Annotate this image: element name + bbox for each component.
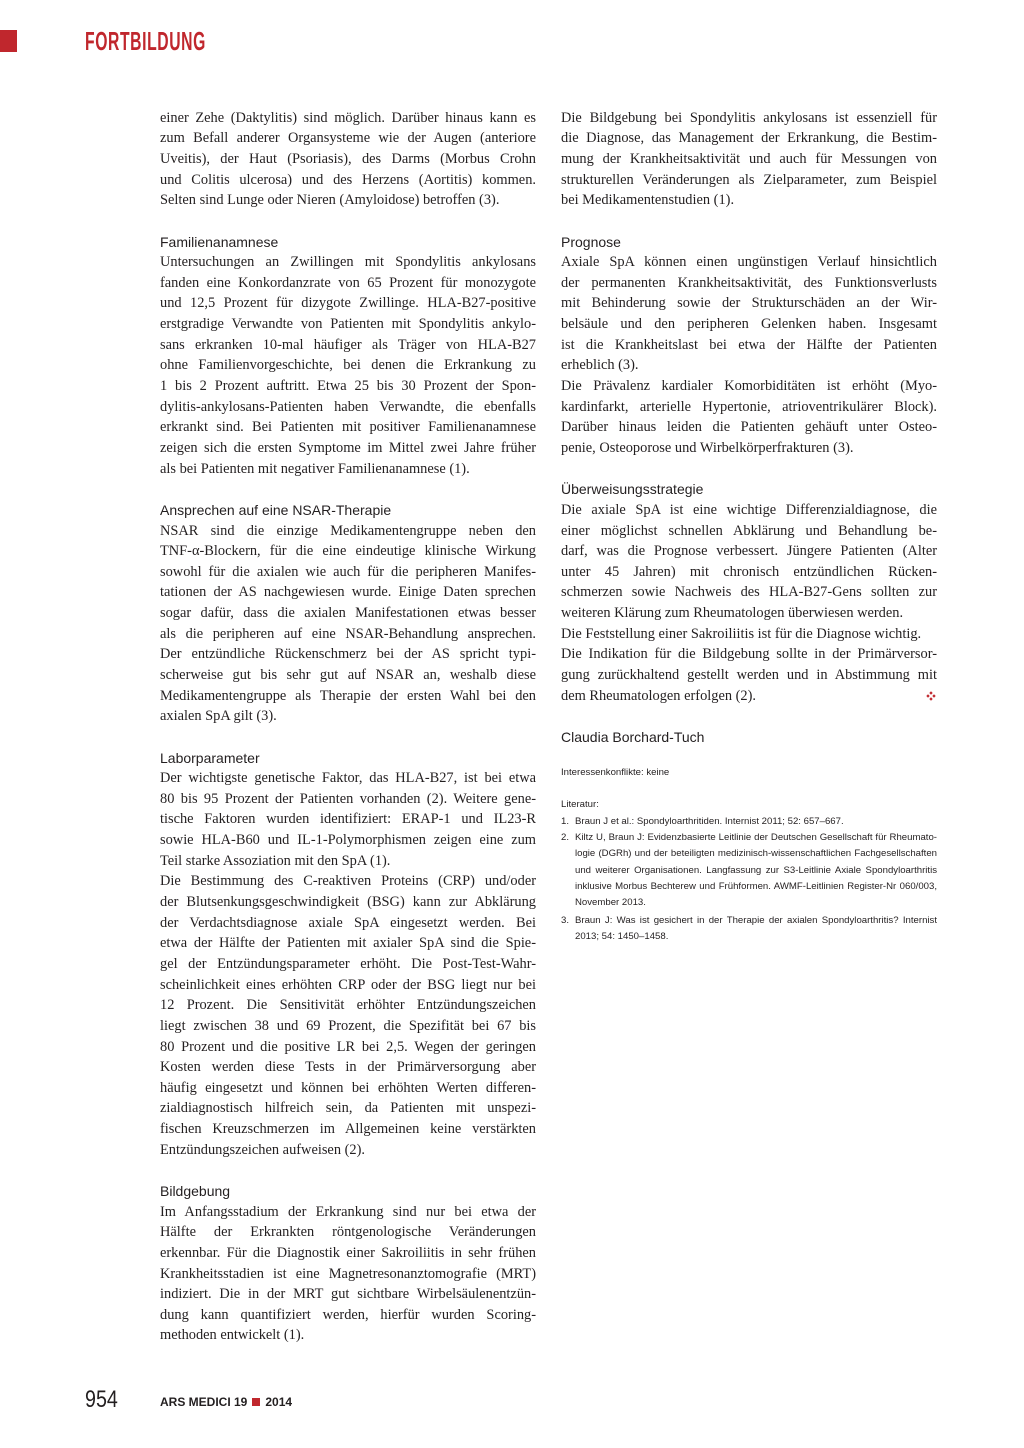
body-line: der permanenten Krankheitsaktivität, des Funktionsverlusts	[561, 274, 937, 291]
body-line: Der entzündliche Rückenschmerz bei der AS spricht typi-	[160, 646, 536, 663]
body-line: tationen der AS nachgewiesen wurde. Einige Daten sprechen	[160, 584, 536, 601]
paragraph	[561, 376, 937, 459]
body-line: schmerzen sowie Nachweis des HLA-B27-Gens sollten zur	[561, 584, 937, 601]
reference-line: November 2013.	[575, 897, 646, 909]
reference-number: 3.	[561, 915, 570, 926]
section-marker-square	[0, 30, 17, 52]
body-line: sowie HLA-B60 und IL-1-Polymorphismen zeigen eine zum	[160, 832, 536, 849]
journal-issue: ARS MEDICI 19	[160, 1395, 248, 1409]
body-line: Untersuchungen an Zwillingen mit Spondylitis ankylosans	[160, 254, 536, 271]
reference-number: 1.	[561, 815, 570, 827]
body-line: dem Rheumatologen erfolgen (2).	[561, 686, 937, 707]
reference-line: Kiltz U, Braun J: Evidenzbasierte Leitlinie der Deutschen Gesellschaft für Rheumato-	[575, 832, 937, 844]
body-line: fischen Kreuzschmerzen im Allgemeinen keine verstärkten	[160, 1121, 536, 1138]
body-line: tische Faktoren wurden identifiziert: ERAP-1 und IL23-R	[160, 811, 536, 828]
paragraph	[561, 644, 937, 706]
body-line: scherweise gut bis sehr gut auf NSAR an, weshalb diese	[160, 666, 536, 683]
body-line: erkrankt sind. Bei Patienten mit positiver Familienanamnese	[160, 419, 536, 436]
body-line: Kosten werden diese Tests in der Primärversorgung aber	[160, 1059, 536, 1076]
body-line: und 12,5 Prozent für dizygote Zwillinge. HLA-B27-positive	[160, 295, 536, 312]
body-line: etwa der Hälfte der Patienten mit axialer SpA sind die Spie-	[160, 935, 536, 952]
conflict-of-interest-note: Interessenkonflikte: keine	[561, 767, 670, 779]
body-line: Die Bildgebung bei Spondylitis ankylosans ist essenziell für	[561, 109, 937, 126]
body-line: liegt zwischen 38 und 69 Prozent, die Spezifität bei 67 bis	[160, 1017, 536, 1034]
section-heading: Familienanamnese	[160, 233, 279, 250]
body-line: Darüber hinaus leiden die Patienten gehäuft unter Osteo-	[561, 419, 937, 436]
left-column	[160, 108, 536, 1346]
separator-square	[252, 1398, 260, 1406]
body-line: Die Prävalenz kardialer Komorbiditäten ist erhöht (Myo-	[561, 378, 937, 395]
body-line: der Blutsenkungsgeschwindigkeit (BSG) kann zur Abklärung	[160, 894, 536, 911]
paragraph	[561, 624, 937, 645]
journal-info	[160, 1396, 292, 1408]
body-line: strukturellen Veränderungen als Zielparameter, zum Beispiel	[561, 171, 937, 188]
body-line: zeigen sich die ersten Symptome im Mittel zwei Jahre früher	[160, 439, 536, 456]
body-line: ist die Krankheitslast bei etwa der Hälfte der Patienten	[561, 336, 937, 353]
body-line: Entzündungszeichen aufweisen (2).	[160, 1141, 365, 1158]
body-line: gel der Entzündungsparameter erhöht. Die Post-Test-Wahr-	[160, 955, 536, 972]
body-line: erheblich (3).	[561, 357, 639, 374]
body-line: weiteren Klärung zum Rheumatologen überwiesen werden.	[561, 605, 904, 622]
body-line: mit Behinderung sowie der Strukturschäden an der Wir-	[561, 295, 937, 312]
body-line: und Colitis ulcerosa) und des Herzens (Aortitis) kommen.	[160, 171, 536, 188]
article-notes	[561, 765, 937, 945]
body-line: penie, Osteoporose und Wirbelkörperfrakturen (3).	[561, 439, 854, 456]
body-line: fanden eine Konkordanzrate von 65 Prozent für monozygote	[160, 274, 536, 291]
body-line: Selten sind Lunge oder Nieren (Amyloidose) betroffen (3).	[160, 192, 500, 209]
paragraph	[561, 252, 937, 376]
body-line: die Diagnose, das Management der Erkrankung, die Bestim-	[561, 130, 937, 147]
paragraph	[160, 108, 536, 211]
body-line: axialen SpA gilt (3).	[160, 708, 277, 725]
body-line: gung zurückhaltend gestellt werden und in Abstimmung mit	[561, 666, 937, 683]
paragraph	[561, 108, 937, 211]
body-line: scheinlichkeit eines erhöhten CRP oder der BSG liegt nur bei	[160, 976, 536, 993]
page-number: 954	[85, 1386, 118, 1413]
body-line: Axiale SpA können einen ungünstigen Verlauf hinsichtlich	[561, 254, 937, 271]
body-line: sowohl für die axialen wie auch für die peripheren Manifes-	[160, 563, 536, 580]
reference-item	[561, 814, 937, 830]
body-line: dung kann quantifiziert werden, hierfür wurden Scoring-	[160, 1306, 536, 1323]
body-line: Uveitis), der Haut (Psoriasis), des Darms (Morbus Crohn	[160, 150, 536, 167]
body-line: häufig eingesetzt und können bei erhöhten Werten differen-	[160, 1079, 536, 1096]
body-line: einer möglichst schnellen Abklärung und Behandlung be-	[561, 522, 937, 539]
body-line: 80 bis 95 Prozent der Patienten vorhanden (2). Weitere gene-	[160, 790, 536, 807]
body-line: unter 45 Jahren) mit chronisch entzündlichen Rücken-	[561, 563, 937, 580]
body-line: zum Befall anderer Organsysteme wie der Augen (anteriore	[160, 130, 536, 147]
body-line: Teil starke Assoziation mit den SpA (1).	[160, 852, 391, 869]
reference-line: Braun J et al.: Spondyloarthritiden. Internist 2011; 52: 657–667.	[575, 815, 844, 827]
paragraph	[160, 252, 536, 479]
body-line: indiziert. Die in der MRT gut sichtbare Wirbelsäulenentzün-	[160, 1286, 536, 1303]
body-line: belsäule und den peripheren Gelenken haben. Insgesamt	[561, 316, 937, 333]
body-line: mung der Krankheitsaktivität und auch für Messungen von	[561, 150, 937, 167]
body-line: Die Bestimmung des C-reaktiven Proteins (CRP) und/oder	[160, 873, 536, 890]
reference-text	[575, 830, 937, 911]
body-line: Hälfte der Erkrankten röntgenologische Veränderungen	[160, 1224, 536, 1241]
reference-line: Braun J: Was ist gesichert in der Therapie der axialen Spondyloarthritis? Internist	[575, 915, 937, 926]
reference-list	[561, 814, 937, 946]
section-heading: Überweisungsstrategie	[561, 481, 704, 498]
body-line: kardinfarkt, arterielle Hypertonie, atrioventrikulärer Block).	[561, 398, 937, 415]
reference-item	[561, 913, 937, 946]
body-line: NSAR sind die einzige Medikamentengruppe neben den	[160, 522, 536, 539]
section-heading: Bildgebung	[160, 1183, 231, 1199]
body-line: als die peripheren auf eine NSAR-Behandlung ansprechen.	[160, 625, 536, 642]
body-line: TNF-α-Blockern, für die eine eindeutige klinische Wirkung	[160, 543, 536, 560]
body-line: Im Anfangsstadium der Erkrankung sind nur bei etwa der	[160, 1203, 536, 1220]
body-line: bei Medikamentenstudien (1).	[561, 192, 735, 209]
body-line: ohne Familienvorgeschichte, bei denen die Erkrankung zu	[160, 357, 536, 374]
body-line: als bei Patienten mit negativer Familienanamnese (1).	[160, 460, 470, 477]
paragraph	[160, 1202, 536, 1346]
body-line: Die axiale SpA ist eine wichtige Differenzialdiagnose, die	[561, 501, 937, 518]
section-heading: Prognose	[561, 233, 621, 250]
journal-year: 2014	[265, 1395, 293, 1409]
body-line: methoden entwickelt (1).	[160, 1327, 305, 1344]
end-ornament-icon	[926, 691, 936, 701]
reference-number: 2.	[561, 832, 570, 844]
right-column	[561, 108, 937, 946]
body-line: 1 bis 2 Prozent auftritt. Etwa 25 bis 30 Prozent der Spon-	[160, 378, 536, 395]
paragraph	[160, 871, 536, 1160]
author-name: Claudia Borchard-Tuch	[561, 728, 705, 745]
body-line: Die Indikation für die Bildgebung sollte in der Primärversor-	[561, 646, 937, 663]
body-line: zialdiagnostisch hilfreich sein, da Patienten mit unspezi-	[160, 1100, 536, 1117]
section-label: FORTBILDUNG	[85, 26, 206, 56]
reference-text	[575, 913, 937, 946]
body-line: sans erkranken 10-mal häufiger als Träger von HLA-B27	[160, 336, 536, 353]
body-line: darf, was die Prognose verbessert. Jüngere Patienten (Alter	[561, 543, 937, 560]
section-heading: Laborparameter	[160, 749, 260, 766]
paragraph	[160, 768, 536, 871]
body-line: Krankheitsstadien ist eine Magnetresonanztomografie (MRT)	[160, 1265, 536, 1282]
body-line: Der wichtigste genetische Faktor, das HLA-B27, ist bei etwa	[160, 770, 536, 787]
body-line: sogar dafür, dass die axialen Manifestationen etwas besser	[160, 605, 536, 622]
paragraph	[160, 521, 536, 727]
body-line: 80 Prozent und die positive LR bei 2,5. Wegen der geringen	[160, 1038, 536, 1055]
body-line: Medikamentengruppe als Therapie der ersten Wahl bei den	[160, 687, 536, 704]
reference-line: 2013; 54: 1450–1458.	[575, 931, 669, 943]
reference-line: inklusive Morbus Bechterew und Frühformen. AWMF-Leitlinien Register-Nr 060/003,	[575, 880, 937, 892]
literature-label: Literatur:	[561, 799, 599, 811]
body-line: dylitis-ankylosans-Patienten haben Verwandte, die ebenfalls	[160, 398, 536, 415]
reference-line: logie (DGRh) und der beteiligten medizinisch-wissenschaftlichen Fachgesellschaften	[575, 848, 937, 860]
reference-item	[561, 830, 937, 911]
body-line: erstgradige Verwandte von Patienten mit Spondylitis ankylo-	[160, 316, 536, 333]
paragraph	[561, 500, 937, 624]
body-line: der Verdachtsdiagnose axiale SpA eingesetzt werden. Bei	[160, 914, 536, 931]
body-line: erkennbar. Für die Diagnostik einer Sakroiliitis in sehr frühen	[160, 1244, 536, 1261]
reference-line: und weiterer Organisationen. Langfassung zur S3-Leitlinie Axiale Spondyloarthritis	[575, 864, 937, 876]
body-line: 12 Prozent. Die Sensitivität erhöhter Entzündungszeichen	[160, 997, 536, 1014]
reference-text	[575, 814, 937, 830]
body-line: Die Feststellung einer Sakroiliitis ist für die Diagnose wichtig.	[561, 625, 922, 642]
body-line: einer Zehe (Daktylitis) sind möglich. Darüber hinaus kann es	[160, 109, 536, 126]
section-heading: Ansprechen auf eine NSAR-Therapie	[160, 501, 392, 518]
